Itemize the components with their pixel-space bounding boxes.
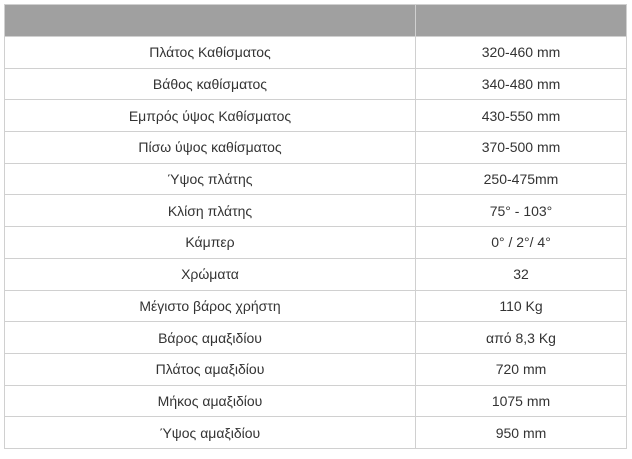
table-row: [5, 417, 627, 449]
header-cell-value: [416, 5, 627, 37]
spec-value: 110 Kg: [416, 290, 627, 322]
table-row: [5, 163, 627, 195]
table-row: [5, 353, 627, 385]
table-row: [5, 290, 627, 322]
table-row: [5, 322, 627, 354]
spec-value: 1075 mm: [416, 385, 627, 417]
table-header-row: [5, 5, 627, 37]
table-row: [5, 68, 627, 100]
spec-value: 32: [416, 258, 627, 290]
table-row: [5, 132, 627, 164]
table-row: [5, 100, 627, 132]
spec-label: Βάθος καθίσματος: [5, 68, 416, 100]
table-row: [5, 258, 627, 290]
spec-value: 340-480 mm: [416, 68, 627, 100]
spec-value: 720 mm: [416, 353, 627, 385]
spec-value: 250-475mm: [416, 163, 627, 195]
spec-label: Κλίση πλάτης: [5, 195, 416, 227]
table-row: [5, 227, 627, 259]
spec-value: 75° - 103°: [416, 195, 627, 227]
table-row: [5, 385, 627, 417]
spec-label: Κάμπερ: [5, 227, 416, 259]
spec-label: Ύψος αμαξιδίου: [5, 417, 416, 449]
spec-label: Εμπρός ύψος Καθίσματος: [5, 100, 416, 132]
spec-label: Μήκος αμαξιδίου: [5, 385, 416, 417]
spec-label: Πλάτος αμαξιδίου: [5, 353, 416, 385]
spec-value: από 8,3 Kg: [416, 322, 627, 354]
spec-label: Βάρος αμαξιδίου: [5, 322, 416, 354]
table-row: [5, 37, 627, 69]
spec-label: Πίσω ύψος καθίσματος: [5, 132, 416, 164]
spec-value: 370-500 mm: [416, 132, 627, 164]
header-cell-label: [5, 5, 416, 37]
spec-value: 430-550 mm: [416, 100, 627, 132]
spec-label: Ύψος πλάτης: [5, 163, 416, 195]
specifications-table: [4, 4, 627, 449]
spec-value: 950 mm: [416, 417, 627, 449]
table-row: [5, 195, 627, 227]
spec-value: 0° / 2°/ 4°: [416, 227, 627, 259]
spec-label: Μέγιστο βάρος χρήστη: [5, 290, 416, 322]
spec-label: Χρώματα: [5, 258, 416, 290]
spec-value: 320-460 mm: [416, 37, 627, 69]
spec-label: Πλάτος Καθίσματος: [5, 37, 416, 69]
